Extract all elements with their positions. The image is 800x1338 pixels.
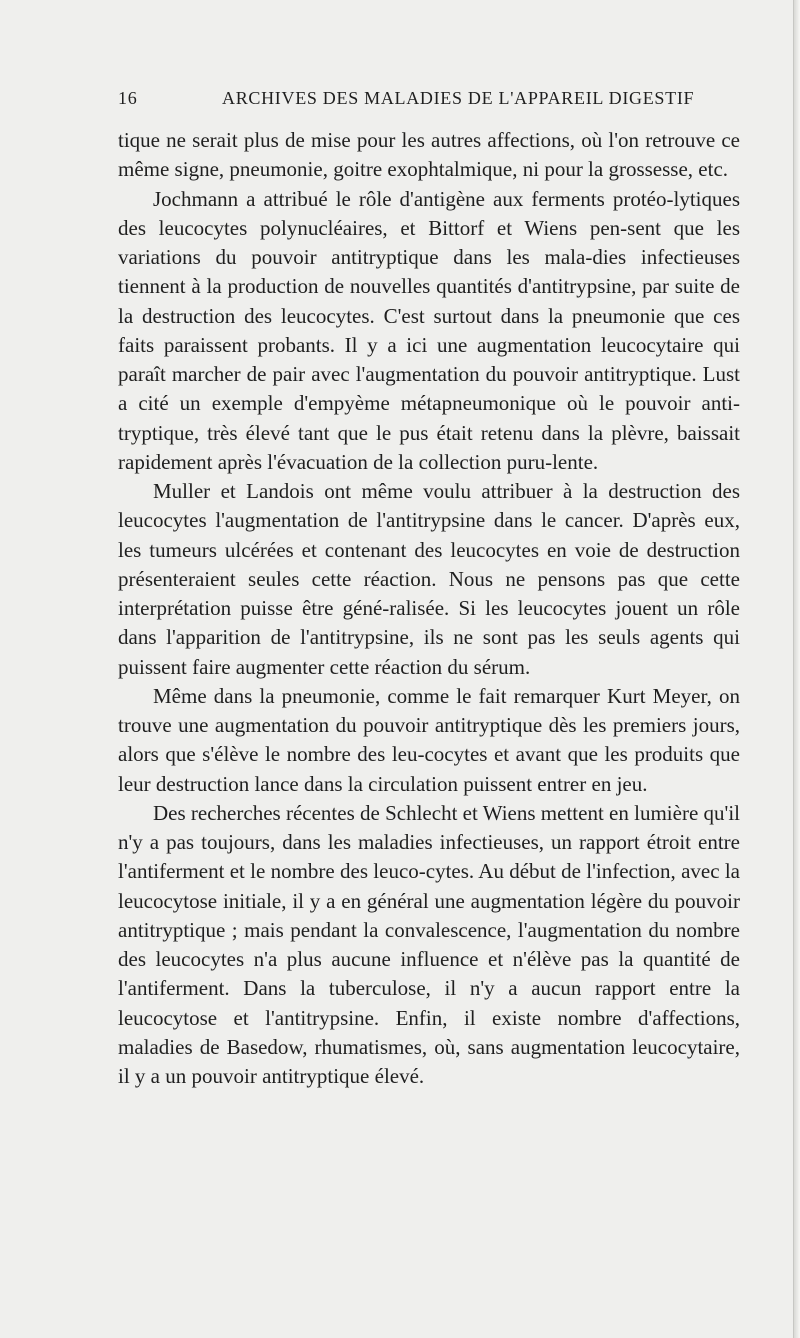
paragraph-jochmann: Jochmann a attribué le rôle d'antigène aux ferments protéo-lytiques des leucocytes polynucléaires, et Bittorf et Wiens pen-sent que les variations du pouvoir antitryptique dans les mala-dies infectieuses tiennent à la production de nouvelles quantités d'antitrypsine, par suite de la destruction des leucocytes. C'est surtout dans la pneumonie que ces faits paraissent probants. Il y a ici une augmentation leucocytaire qui paraît marcher de pair avec l'augmentation du pouvoir antitryptique. Lust a cité un exemple d'empyème métapneumonique où le pouvoir anti-tryptique, très élevé tant que le pus était retenu dans la plèvre, baissait rapidement après l'évacuation de la collection puru-lente. [118,186,740,474]
page-edge [793,0,800,1338]
journal-title: ARCHIVES DES MALADIES DE L'APPAREIL DIGESTIF [222,88,695,108]
body-text [118,126,740,1091]
paragraph-continuation: tique ne serait plus de mise pour les autres affections, où l'on retrouve ce même signe, pneumonie, goitre exophtalmique, ni pour la grossesse, etc. [118,128,740,182]
paragraph-pneumonie: Même dans la pneumonie, comme le fait remarquer Kurt Meyer, on trouve une augmentation du pouvoir antitryptique dès les premiers jours, alors que s'élève le nombre des leu-cocytes et avant que les produits que leur destruction lance dans la circulation puissent entrer en jeu. [118,683,740,796]
paragraph-muller-landois: Muller et Landois ont même voulu attribuer à la destruction des leucocytes l'augmentation de l'antitrypsine dans le cancer. D'après eux, les tumeurs ulcérées et contenant des leucocytes en voie de destruction présenteraient seules cette réaction. Nous ne pensons pas que cette interprétation puisse être géné-ralisée. Si les leucocytes jouent un rôle dans l'apparition de l'antitrypsine, ils ne sont pas les seuls agents qui puissent faire augmenter cette réaction du sérum. [118,479,740,679]
page-number: 16 [118,88,138,108]
paragraph-schlecht-wiens: Des recherches récentes de Schlecht et Wiens mettent en lumière qu'il n'y a pas toujours, dans les maladies infectieuses, un rapport étroit entre l'antiferment et le nombre des leuco-cytes. Au début de l'infection, avec la leucocytose initiale, il y a en général une augmentation légère du pouvoir antitryptique ; mais pendant la convalescence, l'augmentation du nombre des leucocytes n'a plus aucune influence et n'élève pas la quantité de l'antiferment. Dans la tuberculose, il n'y a aucun rapport entre la leucocytose et l'antitrypsine. Enfin, il existe nombre d'affections, maladies de Basedow, rhumatismes, où, sans augmentation leucocytaire, il y a un pouvoir antitryptique élevé. [118,800,740,1088]
running-head [118,88,730,112]
